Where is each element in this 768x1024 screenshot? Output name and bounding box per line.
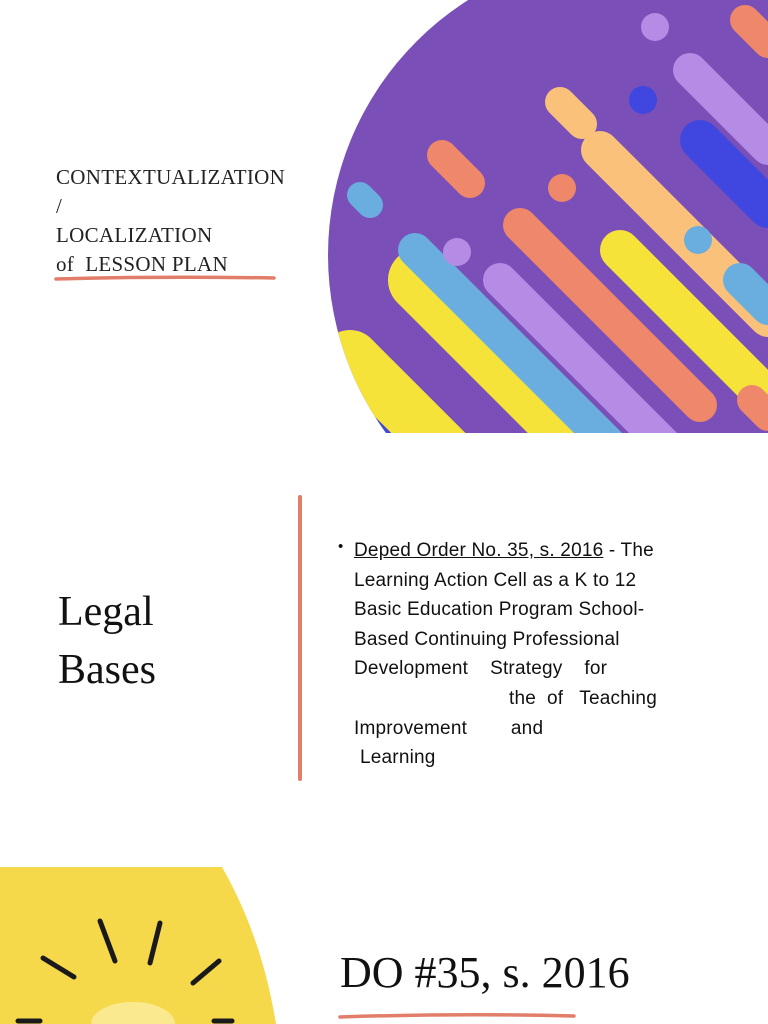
bullet-line-1-rest: - The <box>603 540 654 561</box>
title-line-2: / <box>56 194 63 218</box>
do-35-title: DO #35, s. 2016 <box>340 948 630 997</box>
bullet-line-4: Based Continuing Professional <box>354 628 620 650</box>
vertical-divider <box>298 495 302 781</box>
legal-bases-slide <box>0 433 768 867</box>
bullet-line-7: Improvement and <box>354 717 544 739</box>
slide-title <box>56 163 336 279</box>
bullet-line-1 <box>354 536 654 566</box>
legal-bases-heading <box>58 583 156 699</box>
title-line-4: of LESSON PLAN <box>56 252 228 276</box>
title-line-1: CONTEXTUALIZATION <box>56 165 286 189</box>
bullet-line-5: Development Strategy for <box>354 658 608 680</box>
title-line-3: LOCALIZATION <box>56 223 213 247</box>
deped-order-link[interactable]: Deped Order No. 35, s. 2016 <box>354 540 604 561</box>
bullet-dot: • <box>338 538 344 555</box>
bullet-line-2: Learning Action Cell as a K to 12 <box>354 569 637 591</box>
bullet-line-3: Basic Education Program School- <box>354 599 645 621</box>
bullet-line-8: Learning <box>360 747 436 769</box>
do-title-underline <box>340 1015 574 1017</box>
heading-line-2: Bases <box>58 647 156 693</box>
do-35-slide <box>0 867 768 1024</box>
title-slide <box>0 0 768 433</box>
bullet-line-6: the of Teaching <box>509 688 657 709</box>
heading-line-1: Legal <box>58 589 154 635</box>
